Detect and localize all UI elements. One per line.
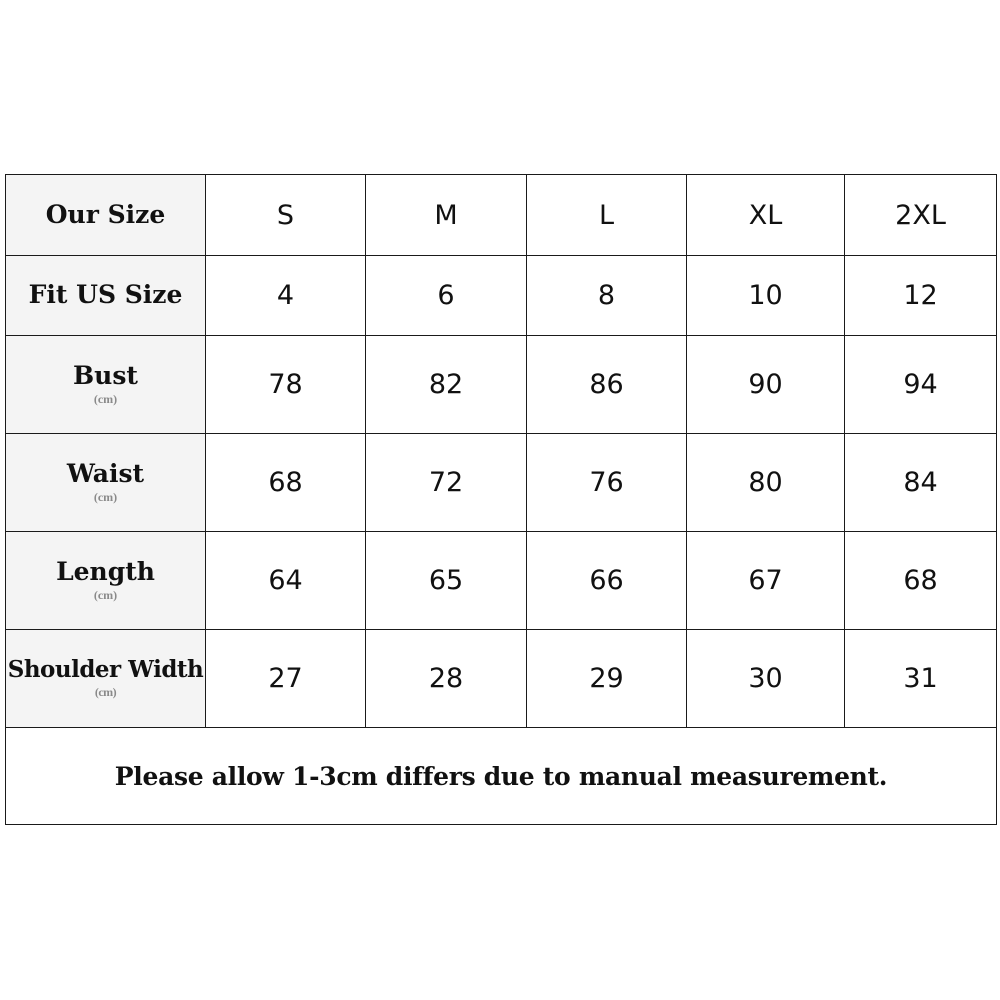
size-cell: L: [527, 175, 687, 256]
bust-unit: (cm): [93, 391, 118, 406]
length-cell: 64: [206, 532, 366, 630]
bust-cell: 86: [527, 336, 687, 434]
fit-us-size-cell: 6: [366, 256, 527, 336]
waist-cell: 84: [845, 434, 997, 532]
waist-unit: (cm): [93, 489, 118, 504]
shoulder-width-label: Shoulder Width: [7, 656, 204, 684]
table-row-length: [6, 532, 997, 630]
shoulder-width-cell: 28: [366, 630, 527, 728]
waist-label: Waist: [66, 459, 145, 489]
table-row-bust: [6, 336, 997, 434]
length-cell: 66: [527, 532, 687, 630]
fit-us-size-cell: 10: [687, 256, 845, 336]
fit-us-size-cell: 12: [845, 256, 997, 336]
waist-label-cell: [6, 434, 206, 532]
size-chart-table: [5, 174, 997, 825]
shoulder-width-label-cell: [6, 630, 206, 728]
shoulder-width-cell: 31: [845, 630, 997, 728]
length-label-cell: [6, 532, 206, 630]
shoulder-width-cell: 27: [206, 630, 366, 728]
length-cell: 67: [687, 532, 845, 630]
bust-label: Bust: [73, 361, 138, 391]
waist-cell: 80: [687, 434, 845, 532]
size-cell: M: [366, 175, 527, 256]
bust-cell: 94: [845, 336, 997, 434]
bust-cell: 78: [206, 336, 366, 434]
bust-cell: 82: [366, 336, 527, 434]
waist-cell: 72: [366, 434, 527, 532]
table-row-shoulder-width: [6, 630, 997, 728]
waist-cell: 68: [206, 434, 366, 532]
shoulder-width-unit: (cm): [94, 684, 117, 699]
measurement-note: Please allow 1-3cm differs due to manual measurement.: [6, 728, 997, 825]
length-cell: 68: [845, 532, 997, 630]
length-unit: (cm): [93, 587, 118, 602]
length-label: Length: [56, 557, 155, 587]
fit-us-size-cell: 8: [527, 256, 687, 336]
length-cell: 65: [366, 532, 527, 630]
bust-label-cell: [6, 336, 206, 434]
bust-cell: 90: [687, 336, 845, 434]
size-cell: XL: [687, 175, 845, 256]
table-row-waist: [6, 434, 997, 532]
waist-cell: 76: [527, 434, 687, 532]
shoulder-width-cell: 30: [687, 630, 845, 728]
fit-us-size-label: Fit US Size: [6, 256, 206, 336]
table-row-note: [6, 728, 997, 825]
size-cell: S: [206, 175, 366, 256]
shoulder-width-cell: 29: [527, 630, 687, 728]
table-row-fit-us-size: [6, 256, 997, 336]
fit-us-size-cell: 4: [206, 256, 366, 336]
size-cell: 2XL: [845, 175, 997, 256]
table-row-our-size: [6, 175, 997, 256]
our-size-label: Our Size: [6, 175, 206, 256]
